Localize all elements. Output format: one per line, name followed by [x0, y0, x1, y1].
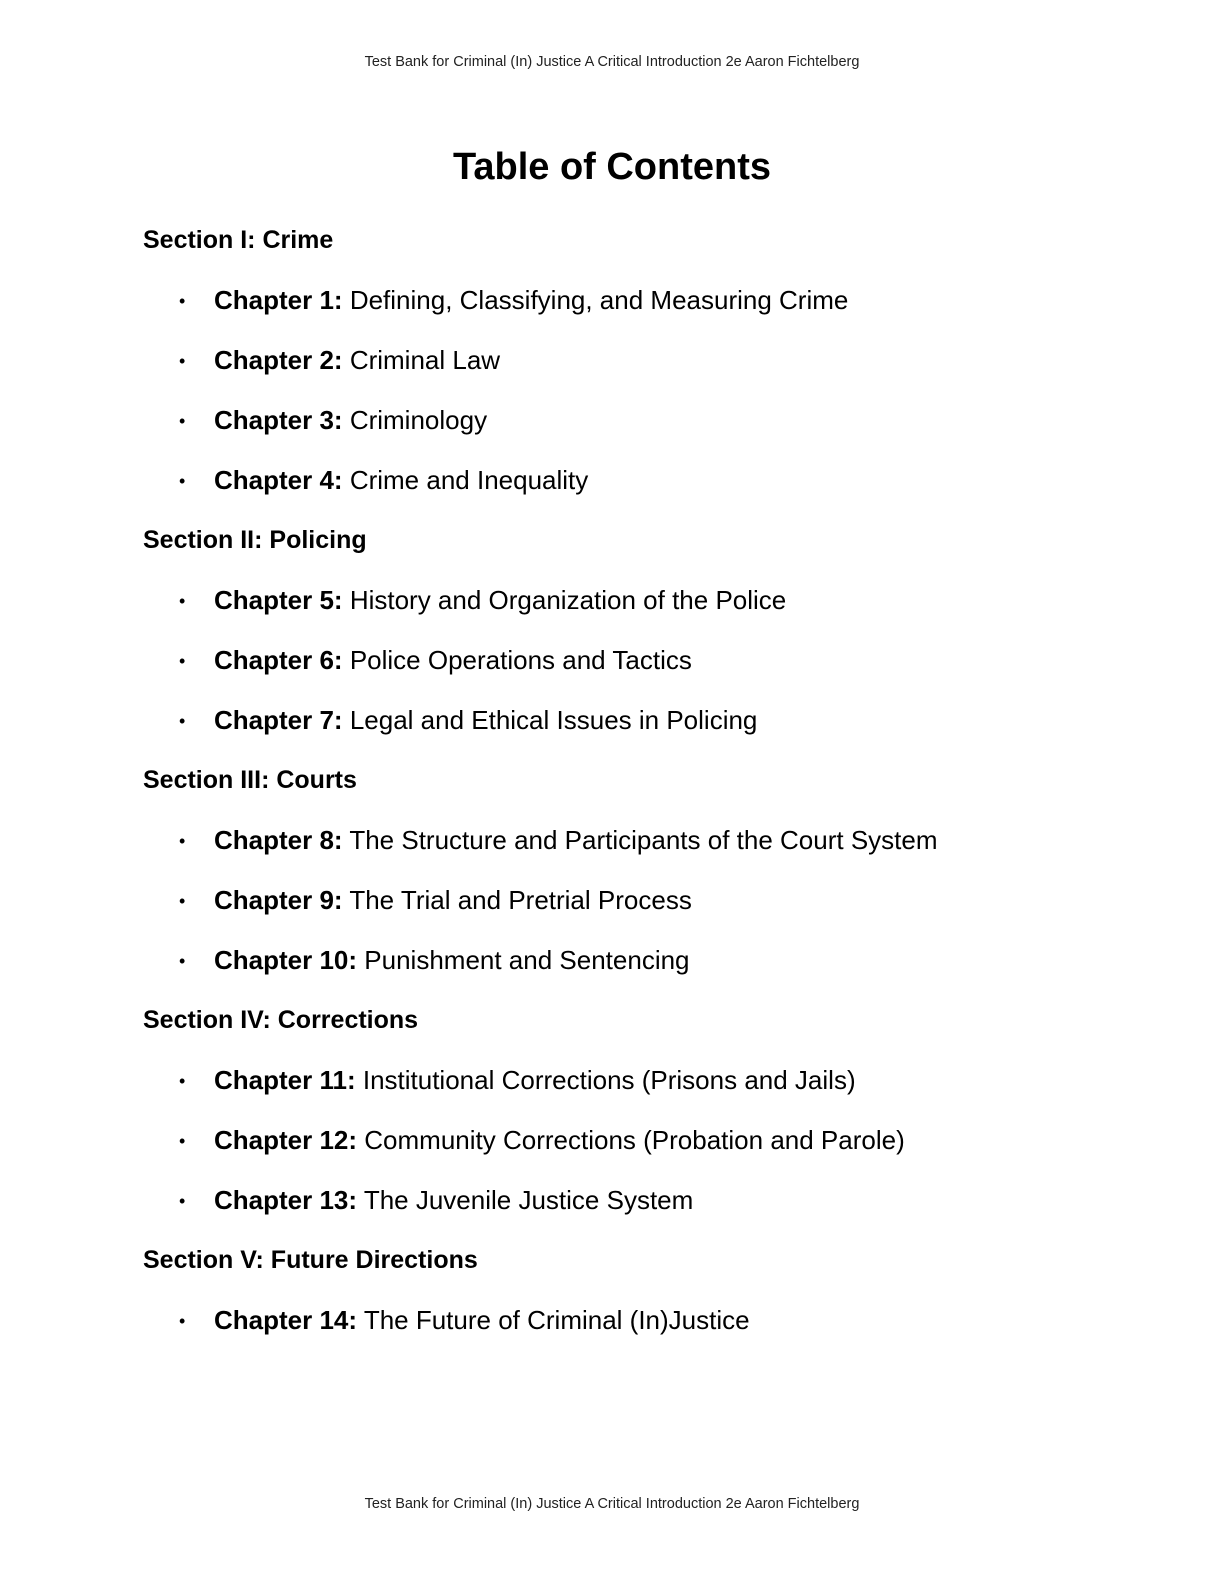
chapter-label: Chapter 4: [214, 465, 343, 495]
list-item [143, 700, 1143, 760]
list-item [143, 280, 1143, 340]
bullet-icon: • [179, 1311, 186, 1331]
list-item [143, 1120, 1143, 1180]
bullet-icon: • [179, 951, 186, 971]
section-5 [143, 1240, 1143, 1360]
section-4 [143, 1000, 1143, 1240]
list-item [143, 820, 1143, 880]
bullet-icon: • [179, 591, 186, 611]
list-item [143, 400, 1143, 460]
chapter-label: Chapter 5: [214, 585, 343, 615]
bullet-icon: • [179, 471, 186, 491]
chapter-label: Chapter 10: [214, 945, 358, 975]
bullet-icon: • [179, 711, 186, 731]
section-heading: Section II: Policing [143, 526, 367, 554]
bullet-icon: • [179, 291, 186, 311]
chapter-title: The Structure and Participants of the Court System [349, 825, 938, 855]
chapter-title: The Juvenile Justice System [363, 1185, 694, 1215]
chapter-label: Chapter 7: [214, 705, 343, 735]
list-item [143, 940, 1143, 1000]
chapter-label: Chapter 13: [214, 1185, 358, 1215]
section-heading: Section V: Future Directions [143, 1246, 478, 1274]
chapter-label: Chapter 14: [214, 1305, 358, 1335]
chapter-title: Crime and Inequality [349, 465, 589, 495]
chapter-label: Chapter 12: [214, 1125, 358, 1155]
list-item [143, 880, 1143, 940]
list-item [143, 460, 1143, 520]
chapter-title: Punishment and Sentencing [364, 945, 690, 975]
section-2 [143, 520, 1143, 760]
chapter-title: Criminology [349, 405, 488, 435]
bullet-icon: • [179, 411, 186, 431]
section-heading: Section I: Crime [143, 226, 334, 254]
page-header: Test Bank for Criminal (In) Justice A Critical Introduction 2e Aaron Fichtelberg [364, 54, 860, 70]
bullet-icon: • [179, 1131, 186, 1151]
chapter-title: Defining, Classifying, and Measuring Crime [349, 285, 849, 315]
page-footer: Test Bank for Criminal (In) Justice A Critical Introduction 2e Aaron Fichtelberg [364, 1496, 860, 1512]
bullet-icon: • [179, 351, 186, 371]
list-item [143, 640, 1143, 700]
chapter-label: Chapter 2: [214, 345, 343, 375]
chapter-label: Chapter 9: [214, 885, 343, 915]
list-item [143, 1300, 1143, 1360]
chapter-title: History and Organization of the Police [349, 585, 787, 615]
bullet-icon: • [179, 651, 186, 671]
section-3 [143, 760, 1143, 1000]
chapter-label: Chapter 6: [214, 645, 343, 675]
chapter-title: Institutional Corrections (Prisons and Jails) [362, 1065, 856, 1095]
chapter-title: The Future of Criminal (In)Justice [363, 1305, 750, 1335]
chapter-label: Chapter 3: [214, 405, 343, 435]
section-1 [143, 220, 1143, 520]
section-heading: Section IV: Corrections [143, 1006, 419, 1034]
list-item [143, 1060, 1143, 1120]
chapter-title: Police Operations and Tactics [349, 645, 692, 675]
chapter-title: The Trial and Pretrial Process [349, 885, 692, 915]
list-item [143, 580, 1143, 640]
chapter-label: Chapter 11: [214, 1065, 356, 1095]
page-title: Table of Contents [452, 146, 772, 188]
chapter-title: Criminal Law [349, 345, 501, 375]
chapter-label: Chapter 1: [214, 285, 343, 315]
bullet-icon: • [179, 1071, 186, 1091]
bullet-icon: • [179, 831, 186, 851]
chapter-label: Chapter 8: [214, 825, 343, 855]
table-of-contents [143, 220, 1143, 1360]
chapter-title: Legal and Ethical Issues in Policing [349, 705, 758, 735]
chapter-title: Community Corrections (Probation and Parole) [364, 1125, 905, 1155]
list-item [143, 1180, 1143, 1240]
bullet-icon: • [179, 891, 186, 911]
list-item [143, 340, 1143, 400]
bullet-icon: • [179, 1191, 186, 1211]
section-heading: Section III: Courts [143, 766, 357, 794]
